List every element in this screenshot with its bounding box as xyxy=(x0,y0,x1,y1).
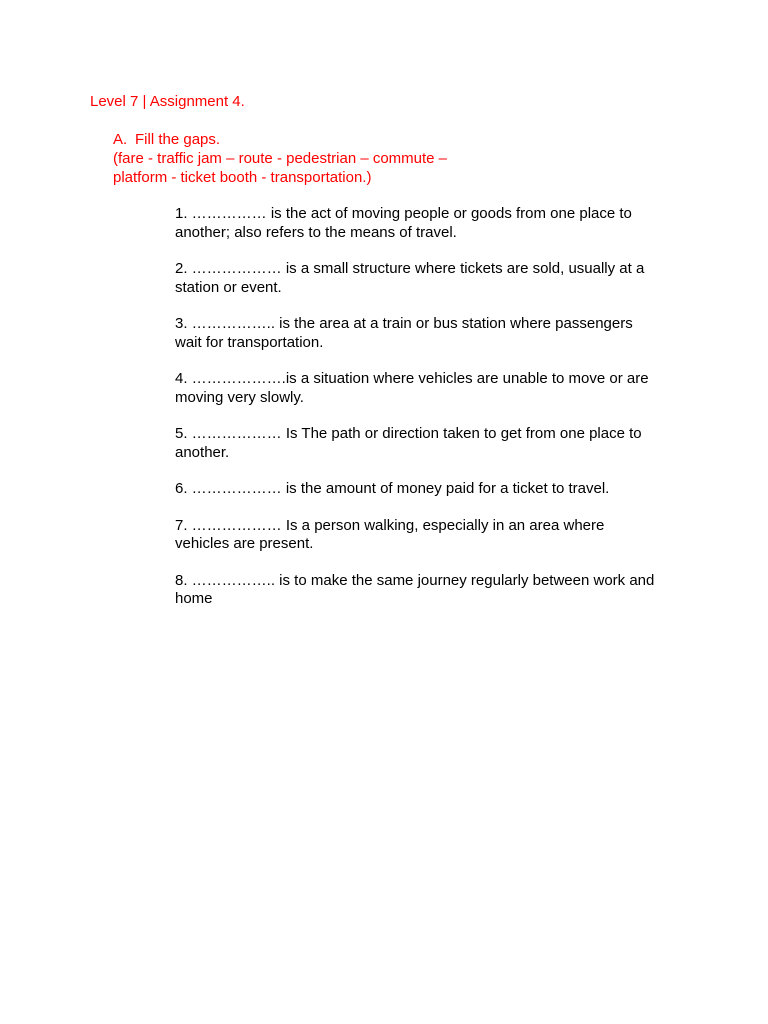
question-text-line: another. xyxy=(175,443,230,461)
question-text-line: moving very slowly. xyxy=(175,388,304,406)
word-bank xyxy=(113,149,447,187)
question-item xyxy=(175,205,695,242)
section-a xyxy=(113,130,447,187)
question-item xyxy=(175,425,695,462)
word-bank-line: platform - ticket booth - transportation.) xyxy=(113,169,372,186)
question-text-line: 6. ……………… is the amount of money paid for a ticket to travel. xyxy=(175,480,610,497)
question-item xyxy=(175,480,695,499)
question-item xyxy=(175,315,695,352)
section-marker: A. xyxy=(113,131,128,148)
question-text-line: wait for transportation. xyxy=(175,333,324,351)
question-text-line: 3. …………….. is the area at a train or bus station where passengers xyxy=(175,315,633,332)
section-instruction: Fill the gaps. xyxy=(135,131,221,148)
question-text-line: vehicles are present. xyxy=(175,535,314,552)
question-item xyxy=(175,260,695,297)
question-list xyxy=(175,205,695,627)
question-text-line: station or event. xyxy=(175,278,282,296)
word-bank-line: (fare - traffic jam – route - pedestrian – commute – xyxy=(113,150,448,167)
question-item xyxy=(175,370,695,407)
assignment-title: Level 7 | Assignment 4. xyxy=(90,93,245,110)
question-text-line: home xyxy=(175,590,213,607)
question-item xyxy=(175,572,695,609)
question-text-line: 7. ……………… Is a person walking, especially in an area where xyxy=(175,516,605,534)
question-text-line: 2. ……………… is a small structure where tickets are sold, usually at a xyxy=(175,260,645,277)
section-heading xyxy=(113,130,447,149)
question-text-line: 8. …………….. is to make the same journey regularly between work and xyxy=(175,571,655,589)
question-text-line: 5. ……………… Is The path or direction taken to get from one place to xyxy=(175,425,642,442)
question-text-line: another; also refers to the means of travel. xyxy=(175,223,457,241)
question-text-line: 4. ……………….is a situation where vehicles are unable to move or are xyxy=(175,370,649,387)
question-item xyxy=(175,517,695,554)
question-text-line: 1. …………… is the act of moving people or goods from one place to xyxy=(175,205,632,222)
